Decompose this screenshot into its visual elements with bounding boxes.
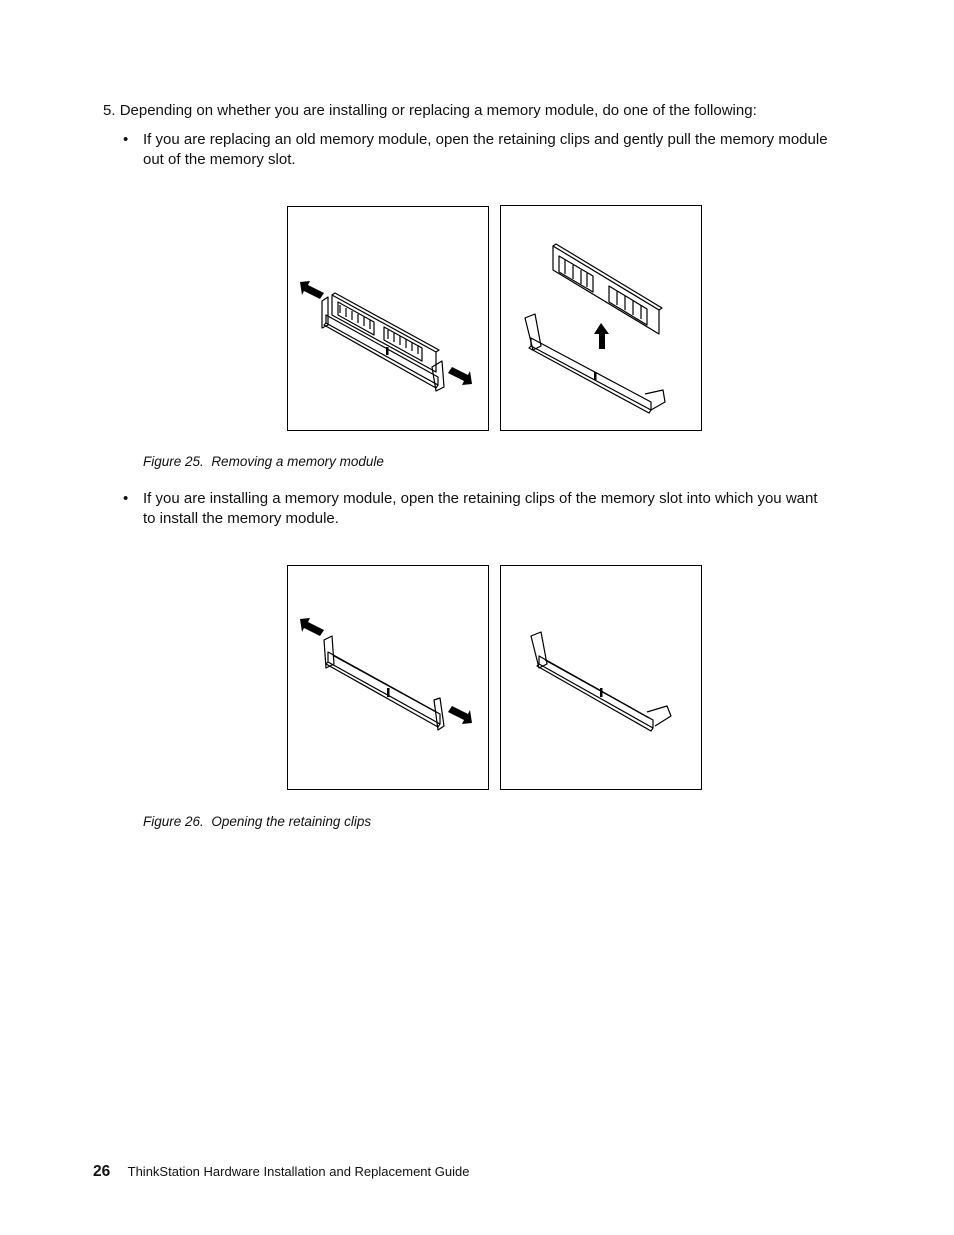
step-number: 5.	[103, 102, 116, 119]
figure-26-label: Figure 26.	[143, 814, 204, 829]
page-number: 26	[93, 1163, 111, 1180]
bullet-icon: •	[123, 131, 129, 148]
figure-25-caption	[143, 454, 384, 469]
bullet-icon: •	[123, 490, 129, 507]
bullet-text: If you are installing a memory module, open the retaining clips of the memory slot into which you want to install the memory module.	[143, 490, 818, 527]
document-title: ThinkStation Hardware Installation and Replacement Guide	[127, 1164, 470, 1179]
figure-26-clips-opening-illustration	[287, 565, 489, 790]
dimm-module-lifted-illustration	[501, 206, 701, 430]
dimm-module-in-slot-illustration	[288, 207, 488, 430]
figure-26-clips-open-illustration	[500, 565, 702, 790]
step-5	[103, 101, 843, 121]
page-footer	[93, 1163, 469, 1181]
figure-25-caption-text: Removing a memory module	[211, 454, 384, 469]
figure-25-clips-open-illustration	[287, 206, 489, 431]
empty-slot-open-illustration	[501, 566, 701, 789]
empty-slot-clips-illustration	[288, 566, 488, 789]
figure-26-caption	[143, 814, 371, 829]
figure-26-caption-text: Opening the retaining clips	[211, 814, 372, 829]
step-text: Depending on whether you are installing or replacing a memory module, do one of the following:	[119, 102, 757, 119]
figure-25-label: Figure 25.	[143, 454, 204, 469]
bullet-text: If you are replacing an old memory module, open the retaining clips and gently pull the memory module out of the memory slot.	[143, 131, 828, 168]
figure-25-module-removed-illustration	[500, 205, 702, 431]
